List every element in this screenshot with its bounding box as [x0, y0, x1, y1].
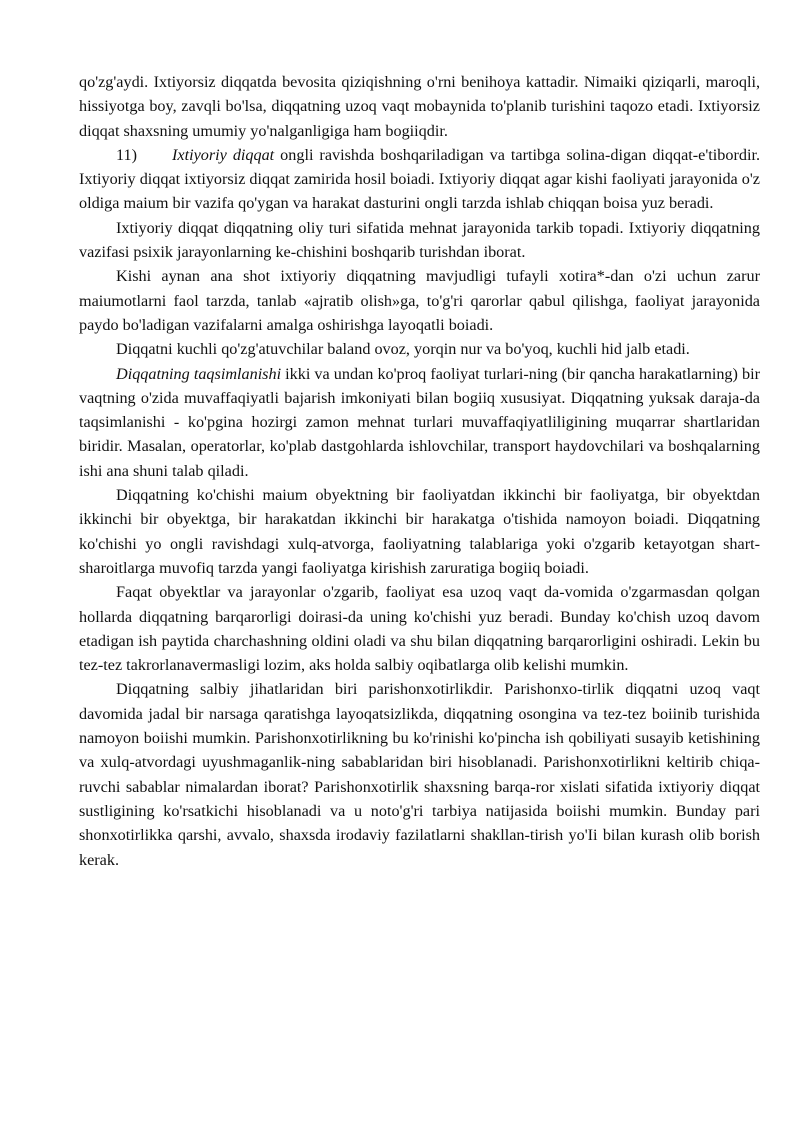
paragraph-memory: Kishi aynan ana shot ixtiyoriy diqqatning mavjudligi tufayli xotira*-dan o'zi uchun zarur maiumotlarni faol tarzda, tanlab «ajratib olish»ga, to'g'ri qarorlar qabul qilishga, faoliyat jarayonida paydo bo'ladigan vazifalarni amalga oshirishga layoqatli boiadi. [79, 267, 760, 334]
paragraph-higher-type: Ixtiyoriy diqqat diqqatning oliy turi sifatida mehnat jarayonida tarkib topadi. Ixtiyoriy diqqatning vazifasi psixik jarayonlarning ke-chishini boshqarib turishdan iborat. [79, 218, 760, 262]
paragraph-switching: Diqqatning ko'chishi maium obyektning bir faoliyatdan ikkinchi bir faoliyatga, bir obyektdan ikkinchi bir obyektga, bir harakatdan ikkinchi bir harakatga o'tishida namoyon boiadi. Diqqatning ko'chishi yo ongli ravishdagi xulq-atvorga, faoliyatning talablariga yoki o'zgarib ketayotgan shart-sharoitlarga muvofiq tarzda yangi faoliyatga kirishish zaruratiga bogiiq boiadi. [79, 486, 760, 577]
paragraph-voluntary-attention [79, 143, 760, 216]
paragraph-continuation: qo'zg'aydi. Ixtiyorsiz diqqatda bevosita qiziqishning o'rni benihoya kattadir. Nimaiki qiziqarli, maroqli, hissiyotga boy, zavqli bo'lsa, diqqatning uzoq vaqt mobaynida to'planib turishini taqozo etadi. Ixtiyorsiz diqqat shaxsning umumiy yo'nalganligiga ham bogiiqdir. [79, 73, 760, 140]
term-italic: Diqqatning taqsimlanishi [116, 364, 282, 383]
paragraph-absentmindedness: Diqqatning salbiy jihatlaridan biri parishonxotirlikdir. Parishonxo-tirlik diqqatni uzoq vaqt davomida jadal bir narsaga qaratishga layoqatsizlikda, diqqatning osongina va tez-tez boiinib turishida namoyon boiishi mumkin. Parishonxotirlikning bu ko'rinishi ko'pincha ish qobiliyati susayib ketishining va xulq-atvordagi uyushmaganlik-ning sabablaridan biri hisoblanadi. Parishonxotirlikni keltirib chiqa-ruvchi sabablar nimalardan iborat? Parishonxotirlik shaxsning barqa-ror xislati sifatida ixtiyoriy diqqat sustligining ko'rsatkichi hisoblanadi va u noto'g'ri tarbiya natijasida boiishi mumkin. Bunday pari shonxotirlikka qarshi, avvalo, shaxsda irodaviy fazilatlarni shakllan-tirish yo'Ii bilan kurash olib borish kerak. [79, 680, 760, 869]
paragraph-text: ikki va undan ko'proq faoliyat turlari-ning (bir qancha harakatlarning) bir vaqtning o'zida muvaffaqiyatli bajarish imkoniyati bilan bogiiq xususiyat. Diqqatning yuksak daraja-da taqsimlanishi - ko'pgina hozirgi zamon mehnat turlari muvaffaqiyatliligining muqarrar shartlaridan biridir. Masalan, operatorlar, ko'plab dastgohlarda ishlovchilar, transport haydovchilari va boshqalarning ishi ana shuni talab qiladi. [79, 364, 760, 480]
list-number: 11) [116, 145, 137, 164]
paragraph-stimuli: Diqqatni kuchli qo'zg'atuvchilar baland ovoz, yorqin nur va bo'yoq, kuchli hid jalb etadi. [116, 340, 690, 359]
paragraph-distribution [79, 362, 760, 483]
paragraph-stability: Faqat obyektlar va jarayonlar o'zgarib, faoliyat esa uzoq vaqt da-vomida o'zgarmasdan qolgan hollarda diqqatning barqarorligi doirasi-da uning ko'chishi yuz beradi. Bunday ko'chish uzoq davom etadigan ish paytida charchashning oldini oladi va shu bilan diqqatning barqarorligini oshiradi. Lekin bu tez-tez takrorlanavermasligi lozim, aks holda salbiy oqibatlarga olib kelishi mumkin. [79, 583, 760, 675]
term-italic: Ixtiyoriy diqqat [172, 145, 275, 164]
paragraph-text: ongli ravishda boshqariladigan va tartibga solina-digan diqqat-e'tibordir. Ixtiyoriy diqqat ixtiyorsiz diqqat zamirida hosil boiadi. Ixtiyoriy diqqat agar kishi faoliyati jarayonida o'z oldiga maium bir vazifa qo'ygan va harakat dasturini ongli tarzda ishlab chiqqan boisa yuz beradi. [79, 145, 760, 213]
